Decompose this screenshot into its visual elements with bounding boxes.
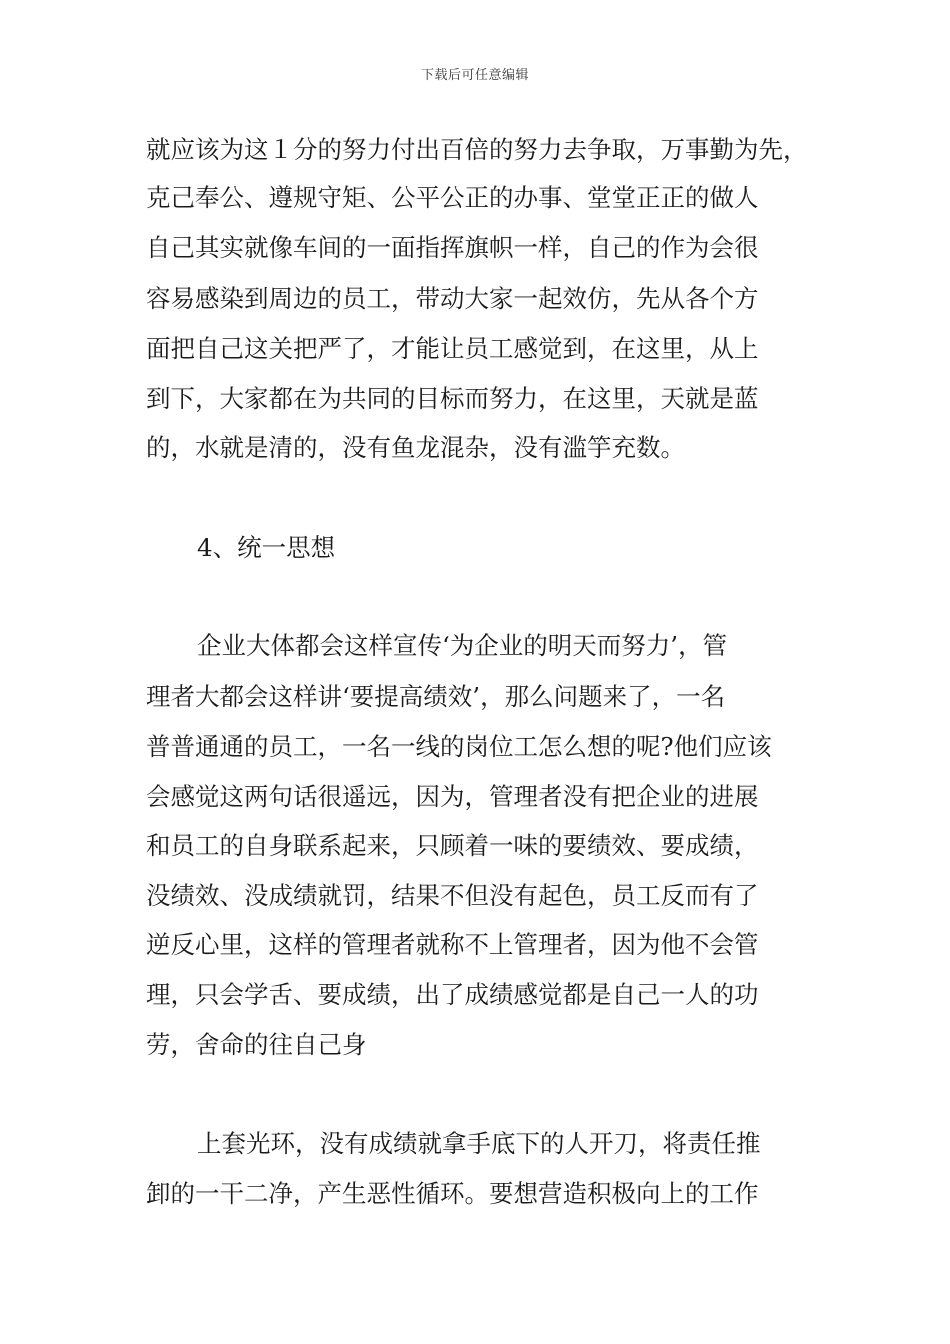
text-line: 自己其实就像车间的一面指挥旗帜一样，自己的作为会很 (146, 233, 759, 262)
text-line: 就应该为这１分的努力付出百倍的努力去争取，万事勤为先， (146, 135, 808, 164)
text-line: 劳，舍命的往自己身 (146, 1030, 367, 1059)
text-line: 克己奉公、遵规守矩、公平公正的办事、堂堂正正的做人 (146, 183, 759, 212)
text-line: 逆反心里，这样的管理者就称不上管理者，因为他不会管 (146, 930, 759, 959)
page-header: 下载后可任意编辑 (420, 68, 529, 83)
text-line: 面把自己这关把严了，才能让员工感觉到，在这里，从上 (146, 334, 759, 363)
text-line: 没绩效、没成绩就罚，结果不但没有起色，员工反而有了 (146, 881, 759, 910)
text-line: 普普通通的员工，一名一线的岗位工怎么想的呢?他们应该 (146, 732, 772, 761)
text-line: 会感觉这两句话很遥远，因为，管理者没有把企业的进展 (146, 782, 759, 811)
text-line: 上套光环，没有成绩就拿手底下的人开刀，将责任推 (197, 1129, 761, 1158)
text-line: 卸的一干二净，产生恶性循环。要想营造积极向上的工作 (146, 1179, 759, 1208)
text-line: 到下，大家都在为共同的目标而努力，在这里，天就是蓝 (146, 384, 759, 413)
text-line: 理者大都会这样讲‘要提高绩效’，那么问题来了，一名 (146, 682, 726, 711)
text-line: 企业大体都会这样宣传‘为企业的明天而努力’，管 (197, 631, 728, 660)
text-line: 和员工的自身联系起来，只顾着一味的要绩效、要成绩， (146, 831, 759, 860)
text-line: 理，只会学舌、要成绩，出了成绩感觉都是自己一人的功 (146, 980, 759, 1009)
section-heading-text: 4、统一思想 (197, 533, 336, 562)
text-line: 容易感染到周边的员工，带动大家一起效仿，先从各个方 (146, 284, 759, 313)
text-line: 的，水就是清的，没有鱼龙混杂，没有滥竽充数。 (146, 433, 685, 462)
